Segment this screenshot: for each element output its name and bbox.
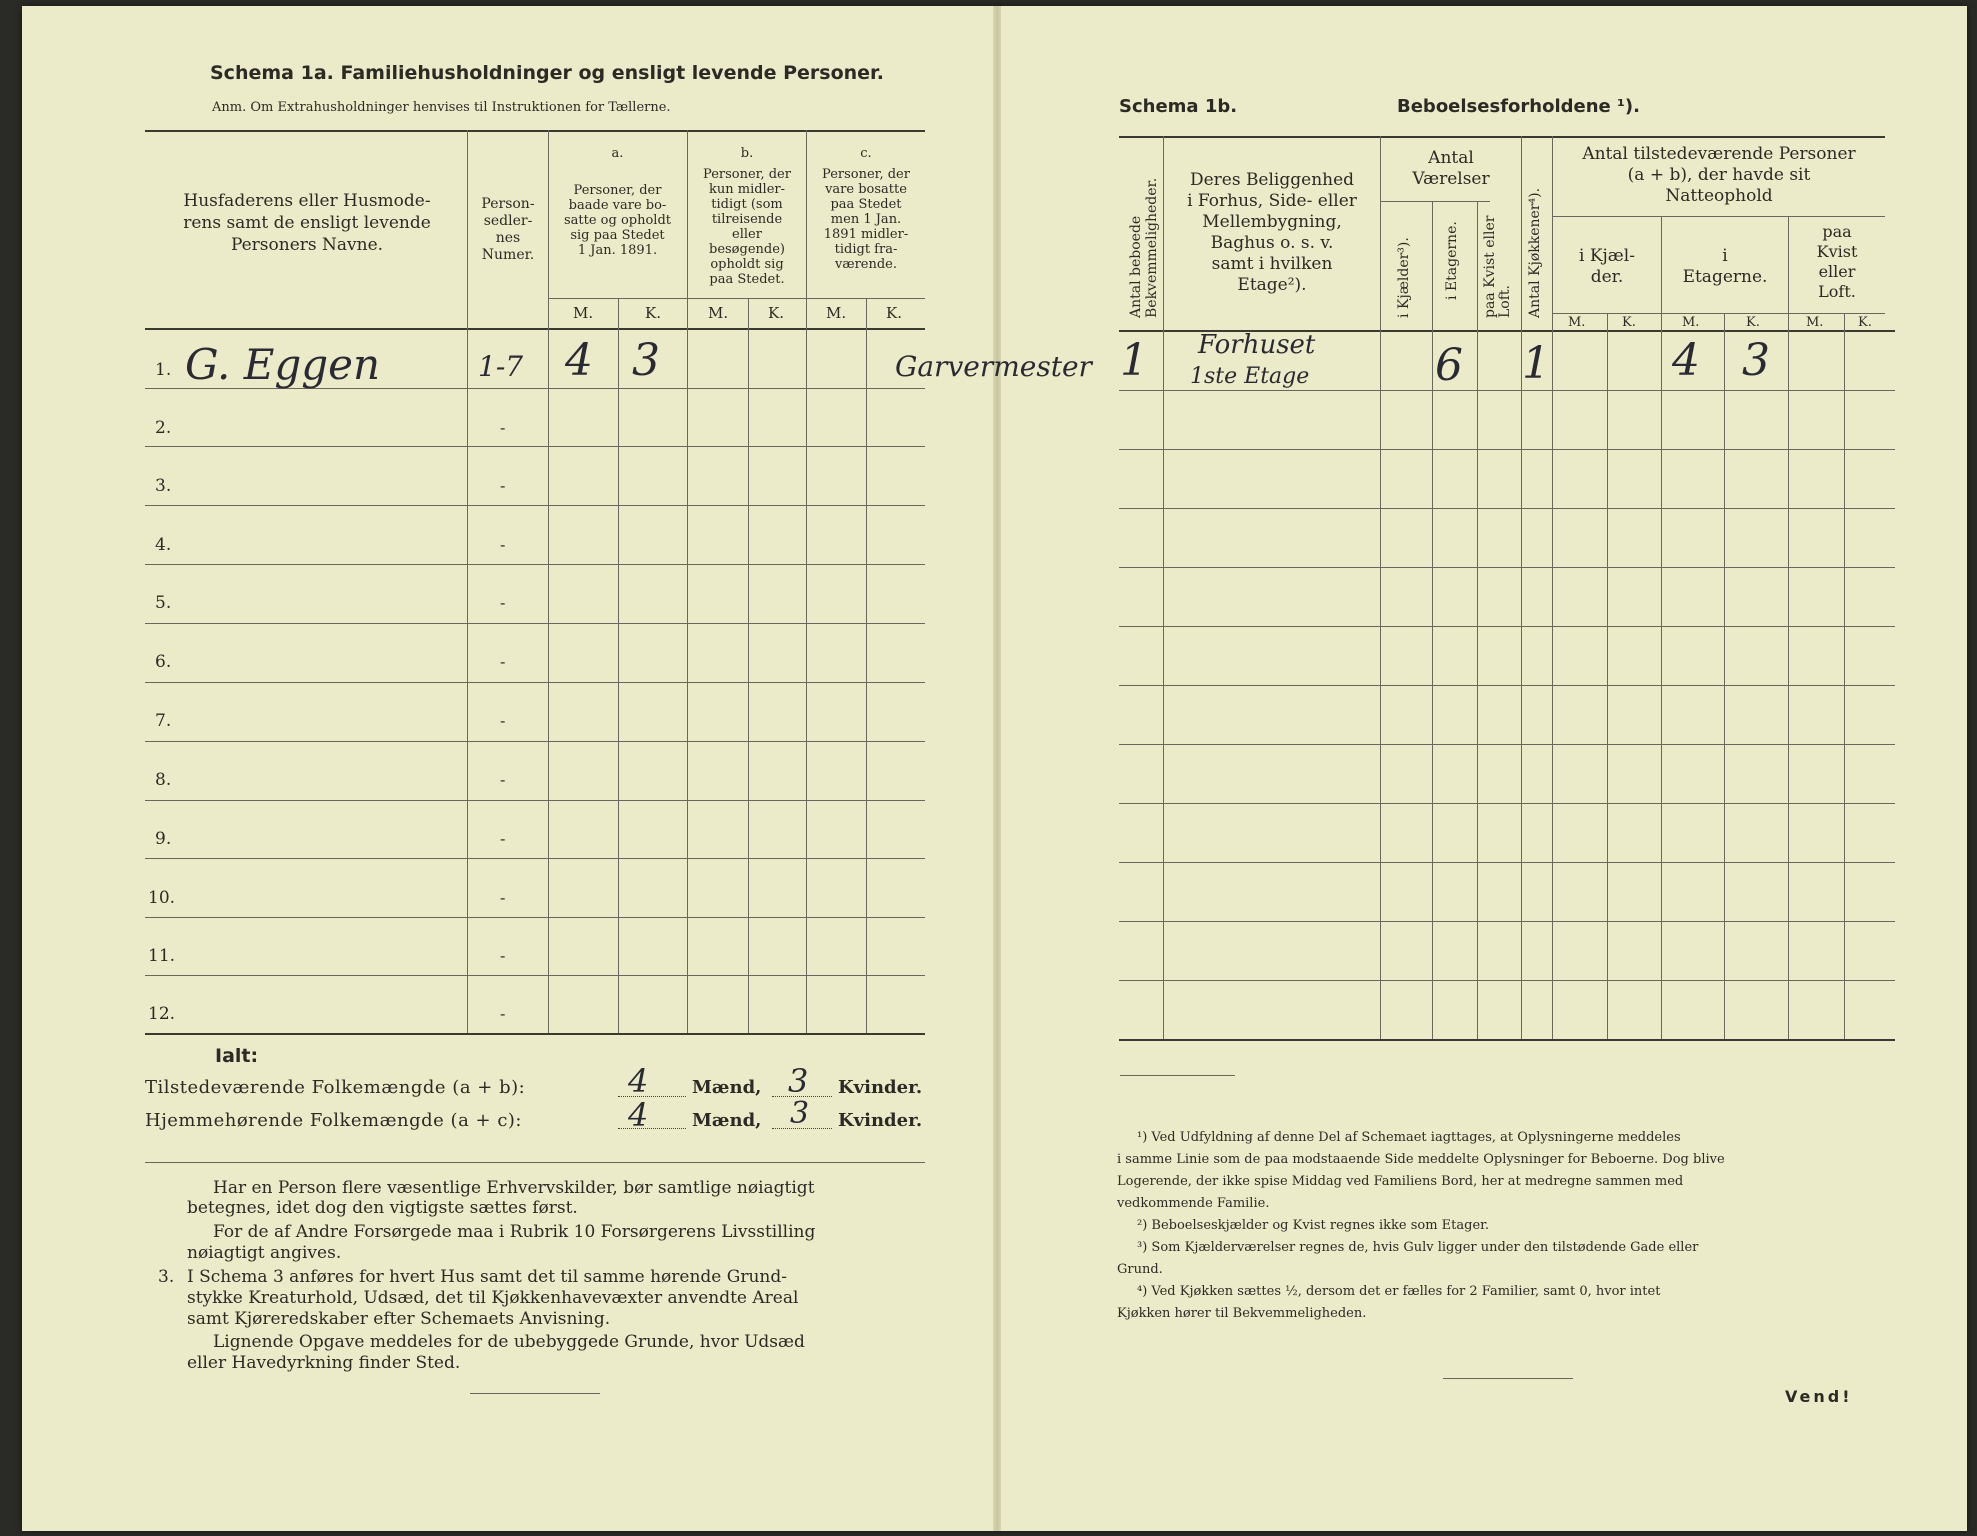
row-number: 5. (155, 593, 172, 613)
present-women-count: 3 (788, 1062, 809, 1100)
footnote-2: ²) Beboelseskjælder og Kvist regnes ikke som Etager. (1137, 1218, 1490, 1233)
mk-b-m: M. (708, 304, 729, 322)
entry-night-women: 3 (1742, 335, 1770, 386)
header-vaerelser: Antal Værelser (1412, 148, 1490, 189)
row-number: 1. (155, 360, 172, 380)
row-number: 7. (155, 711, 172, 731)
row-number: 10. (148, 888, 176, 908)
page-fold (993, 6, 1001, 1531)
entry-night-men: 4 (1672, 335, 1700, 386)
header-col-c: c. Personer, der vare bosatte paa Stedet men 1 Jan. 1891 midler- tidigt fra- værende. (822, 146, 910, 272)
row-number: 2. (155, 418, 172, 438)
mk-b-k: K. (768, 304, 784, 322)
schema-1b-title: Schema 1b. (1119, 96, 1238, 117)
entry-person-number: 1-7 (478, 350, 524, 383)
header-person-number: Person- sedler- nes Numer. (481, 196, 535, 263)
header-etagerne: i Etagerne. (1444, 221, 1460, 300)
header-col-b: b. Personer, der kun midler- tidigt (som tilreisende eller besøgende) opholdt sig paa Stedet. (703, 146, 791, 287)
ialt-label: Ialt: (215, 1045, 259, 1067)
resident-population-label: Hjemmehørende Folkemængde (a + c): (145, 1110, 522, 1131)
header-i-etagerne: i Etagerne. (1682, 246, 1768, 287)
entry-bekvemmeligheder: 1 (1120, 335, 1148, 386)
entry-kitchens: 1 (1522, 338, 1550, 389)
row-number: 8. (155, 770, 172, 790)
schema-1a-title: Schema 1a. Familiehusholdninger og ensligt levende Personer. (210, 62, 884, 84)
schema-1a-note: Anm. Om Extrahusholdninger henvises til Instruktionen for Tællerne. (212, 100, 671, 115)
entry-a-men: 4 (565, 335, 593, 386)
present-population-label: Tilstedeværende Folkemængde (a + b): (145, 1077, 526, 1098)
header-natteophold: Antal tilstedeværende Personer (a + b), der havde sit Natteophold (1582, 144, 1856, 206)
entry-beliggenhed-floor: 1ste Etage (1190, 364, 1310, 389)
row-number: 6. (155, 652, 172, 672)
resident-men-count: 4 (628, 1096, 649, 1134)
header-kjaelder: i Kjælder³). (1396, 237, 1412, 318)
footnote-4: ⁴) Ved Kjøkken sættes ½, dersom det er fælles for 2 Familier, samt 0, hvor intet (1137, 1284, 1661, 1299)
present-men-count: 4 (628, 1062, 649, 1100)
entry-beliggenhed-house: Forhuset (1198, 330, 1316, 360)
mk-a-k: K. (645, 304, 661, 322)
header-kvist-loft: paa Kvist eller Loft. (1482, 215, 1513, 318)
footnote-3: ³) Som Kjælderværelser regnes de, hvis Gulv ligger under den tilstødende Gade eller (1137, 1240, 1699, 1255)
mk-a-m: M. (573, 304, 594, 322)
resident-women-count: 3 (790, 1096, 810, 1131)
row-number: 11. (148, 946, 176, 966)
header-bekvemmeligheder: Antal beboede Bekvemmeligheder. (1128, 177, 1160, 318)
row-number: 4. (155, 535, 172, 555)
schema-1b-subtitle: Beboelsesforholdene ¹). (1397, 96, 1640, 117)
header-names: Husfaderens eller Husmode- rens samt de ensligt levende Personers Navne. (183, 191, 431, 255)
header-kjokkener: Antal Kjøkkener⁴). (1527, 187, 1543, 318)
entry-occupation: Garvermester (895, 350, 1092, 383)
vend-label: Vend! (1785, 1387, 1853, 1406)
entry-a-women: 3 (632, 335, 660, 386)
entry-name: G. Eggen (185, 340, 381, 389)
row-number: 3. (155, 476, 172, 496)
header-col-a: a. Personer, der baade vare bo- satte og opholdt sig paa Stedet 1 Jan. 1891. (563, 146, 672, 258)
header-beliggenhed: Deres Beliggenhed i Forhus, Side- eller Mellembygning, Baghus o. s. v. samt i hvilken Etage²). (1187, 170, 1357, 295)
row-number: 12. (148, 1004, 176, 1024)
header-paa-kvist: paa Kvist eller Loft. (1816, 222, 1858, 301)
header-i-kjaelder: i Kjæl- der. (1579, 246, 1635, 287)
mk-c-k: K. (886, 304, 902, 322)
footnote-1: ¹) Ved Udfyldning af denne Del af Schemaet iagttages, at Oplysningerne meddeles (1137, 1130, 1681, 1145)
mk-c-m: M. (826, 304, 847, 322)
row-number: 9. (155, 829, 172, 849)
entry-rooms-etagerne: 6 (1435, 340, 1463, 391)
